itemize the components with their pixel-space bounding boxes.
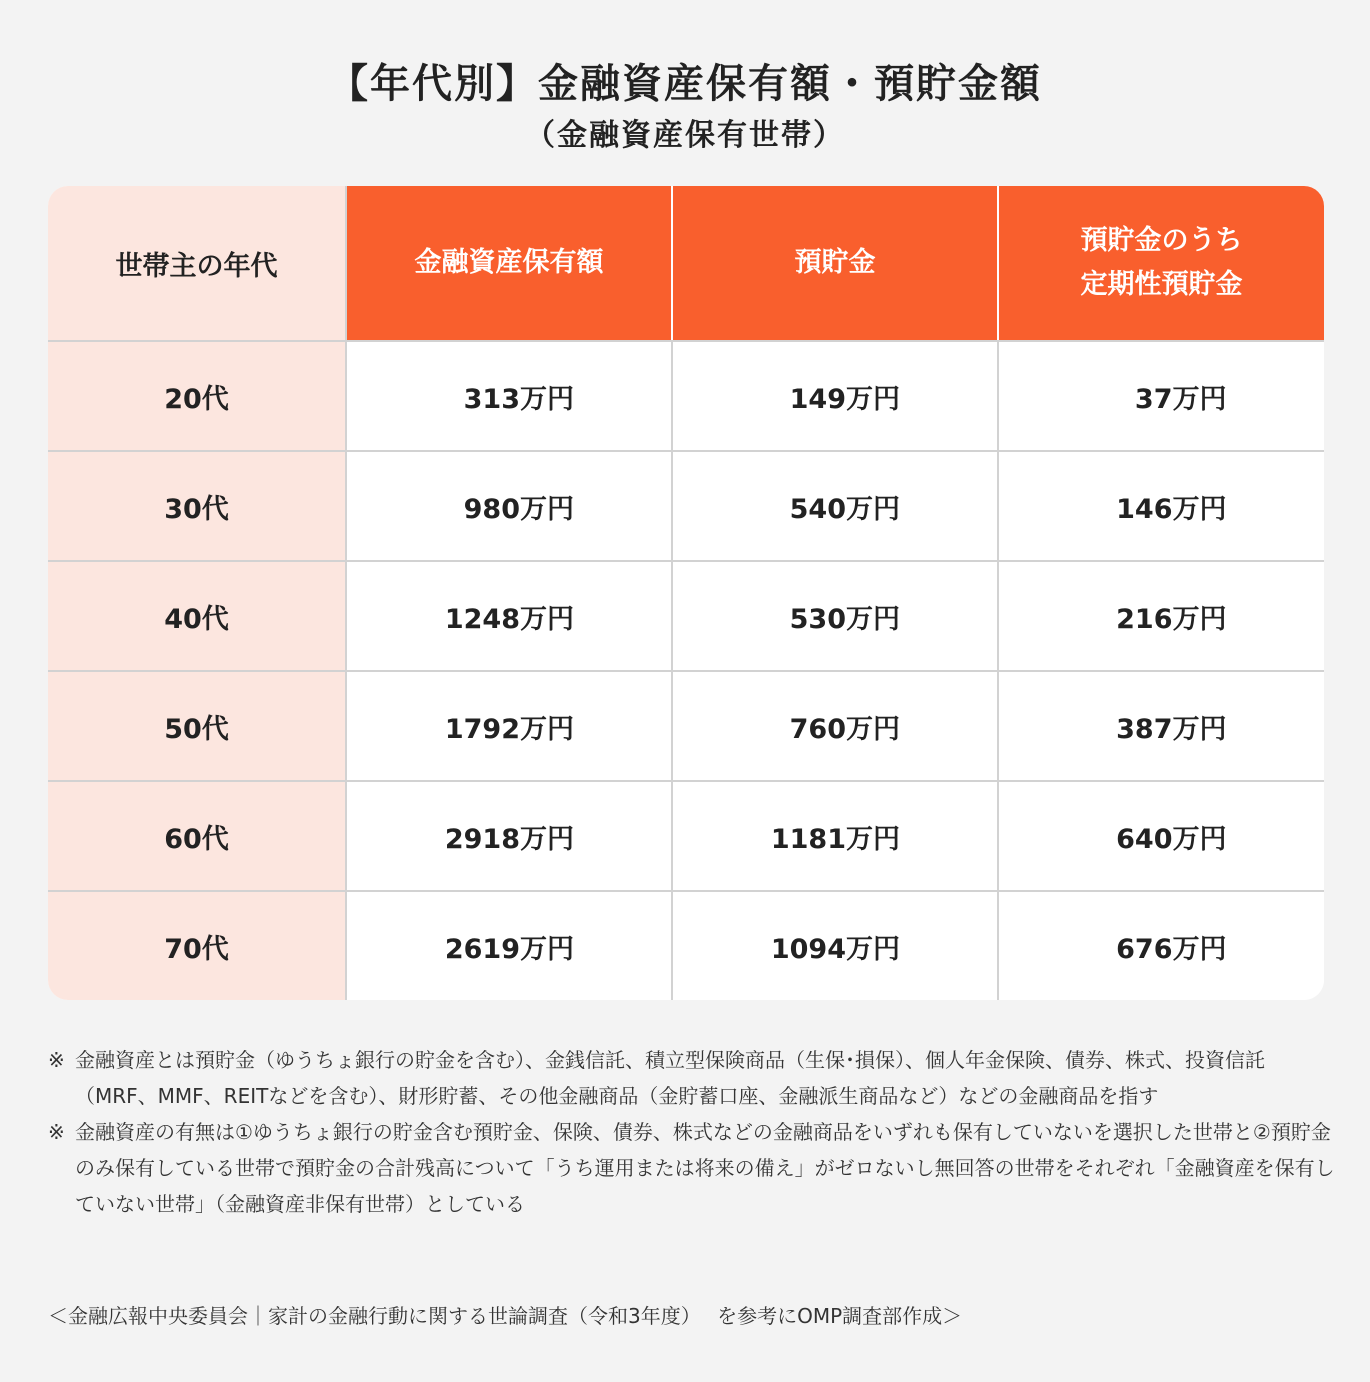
- age-cell: 20代: [48, 341, 346, 451]
- footnote: [48, 1114, 1338, 1222]
- page-title: 【年代別】金融資産保有額・預貯金額: [328, 61, 1042, 107]
- value-cell: [346, 561, 672, 671]
- footnotes: [48, 1042, 1338, 1222]
- age-cell: 50代: [48, 671, 346, 781]
- value-cell: [998, 891, 1324, 1000]
- value-cell: [998, 341, 1324, 451]
- column-header-age: 世帯主の年代: [48, 186, 346, 341]
- age-cell: 60代: [48, 781, 346, 891]
- value-cell: [672, 341, 998, 451]
- value-label: 1792万円: [444, 713, 574, 745]
- value-cell: [346, 451, 672, 561]
- table-row: [48, 781, 1324, 891]
- table-row: [48, 891, 1324, 1000]
- column-header-2: 預貯金: [672, 186, 998, 341]
- table-row: [48, 341, 1324, 451]
- value-label: 149万円: [789, 383, 900, 415]
- value-cell: [672, 781, 998, 891]
- value-cell: [998, 451, 1324, 561]
- value-cell: [672, 561, 998, 671]
- table-body: [48, 341, 1324, 1000]
- value-cell: [998, 561, 1324, 671]
- value-cell: [998, 781, 1324, 891]
- value-label: 1094万円: [770, 934, 900, 965]
- value-label: 1248万円: [444, 603, 574, 635]
- table-row: [48, 561, 1324, 671]
- value-label: 313万円: [463, 383, 574, 415]
- age-cell: 70代: [48, 891, 346, 1000]
- footnote-text: 金融資産の有無は①ゆうちょ銀行の貯金含む預貯金、保険、債券、株式などの金融商品をいずれも保有していないを選択した世帯と②預貯金のみ保有している世帯で預貯金の合計残高について「うち運用または将来の備え」がゼロないし無回答の世帯をそれぞれ「金融資産を保有していない世帯」（金融資産非保有世帯）としている: [75, 1120, 1335, 1216]
- data-table-container: [48, 186, 1324, 1000]
- value-label: 387万円: [1116, 713, 1227, 745]
- value-label: 530万円: [789, 603, 900, 635]
- footnote: [48, 1042, 1338, 1114]
- value-label: 640万円: [1116, 823, 1227, 855]
- value-label: 540万円: [789, 493, 900, 525]
- source-citation: ＜金融広報中央委員会｜家計の金融行動に関する世論調査（令和3年度） を参考にOMP調査部作成＞: [48, 1304, 963, 1328]
- table-row: [48, 451, 1324, 561]
- age-cell: 30代: [48, 451, 346, 561]
- data-table: [48, 186, 1324, 1000]
- table-row: [48, 671, 1324, 781]
- value-cell: [346, 891, 672, 1000]
- value-label: 760万円: [789, 713, 900, 745]
- value-label: 1181万円: [770, 823, 900, 855]
- value-label: 37万円: [1134, 383, 1227, 415]
- value-cell: [672, 671, 998, 781]
- value-cell: [346, 781, 672, 891]
- value-label: 2619万円: [444, 934, 574, 965]
- age-cell: 40代: [48, 561, 346, 671]
- value-label: 676万円: [1116, 934, 1227, 965]
- value-label: 2918万円: [444, 823, 574, 855]
- column-header-3: 預貯金のうち 定期性預貯金: [998, 186, 1324, 341]
- value-cell: [346, 671, 672, 781]
- value-cell: [672, 451, 998, 561]
- footnote-mark: ※: [48, 1120, 65, 1144]
- column-header-1: 金融資産保有額: [346, 186, 672, 341]
- footnote-text: 金融資産とは預貯金（ゆうちょ銀行の貯金を含む）、金銭信託、積立型保険商品（生保･損保）、個人年金保険、債券、株式、投資信託（MRF、MMF、REITなどを含む）、財形貯蓄、その他金融商品（金貯蓄口座、金融派生商品など）などの金融商品を指す: [75, 1048, 1265, 1108]
- value-label: 216万円: [1116, 603, 1227, 635]
- value-label: 980万円: [463, 493, 574, 525]
- table-header-row: [48, 186, 1324, 341]
- footnote-mark: ※: [48, 1048, 65, 1072]
- value-label: 146万円: [1116, 493, 1227, 525]
- page-subtitle: （金融資産保有世帯）: [525, 118, 845, 153]
- value-cell: [672, 891, 998, 1000]
- value-cell: [346, 341, 672, 451]
- value-cell: [998, 671, 1324, 781]
